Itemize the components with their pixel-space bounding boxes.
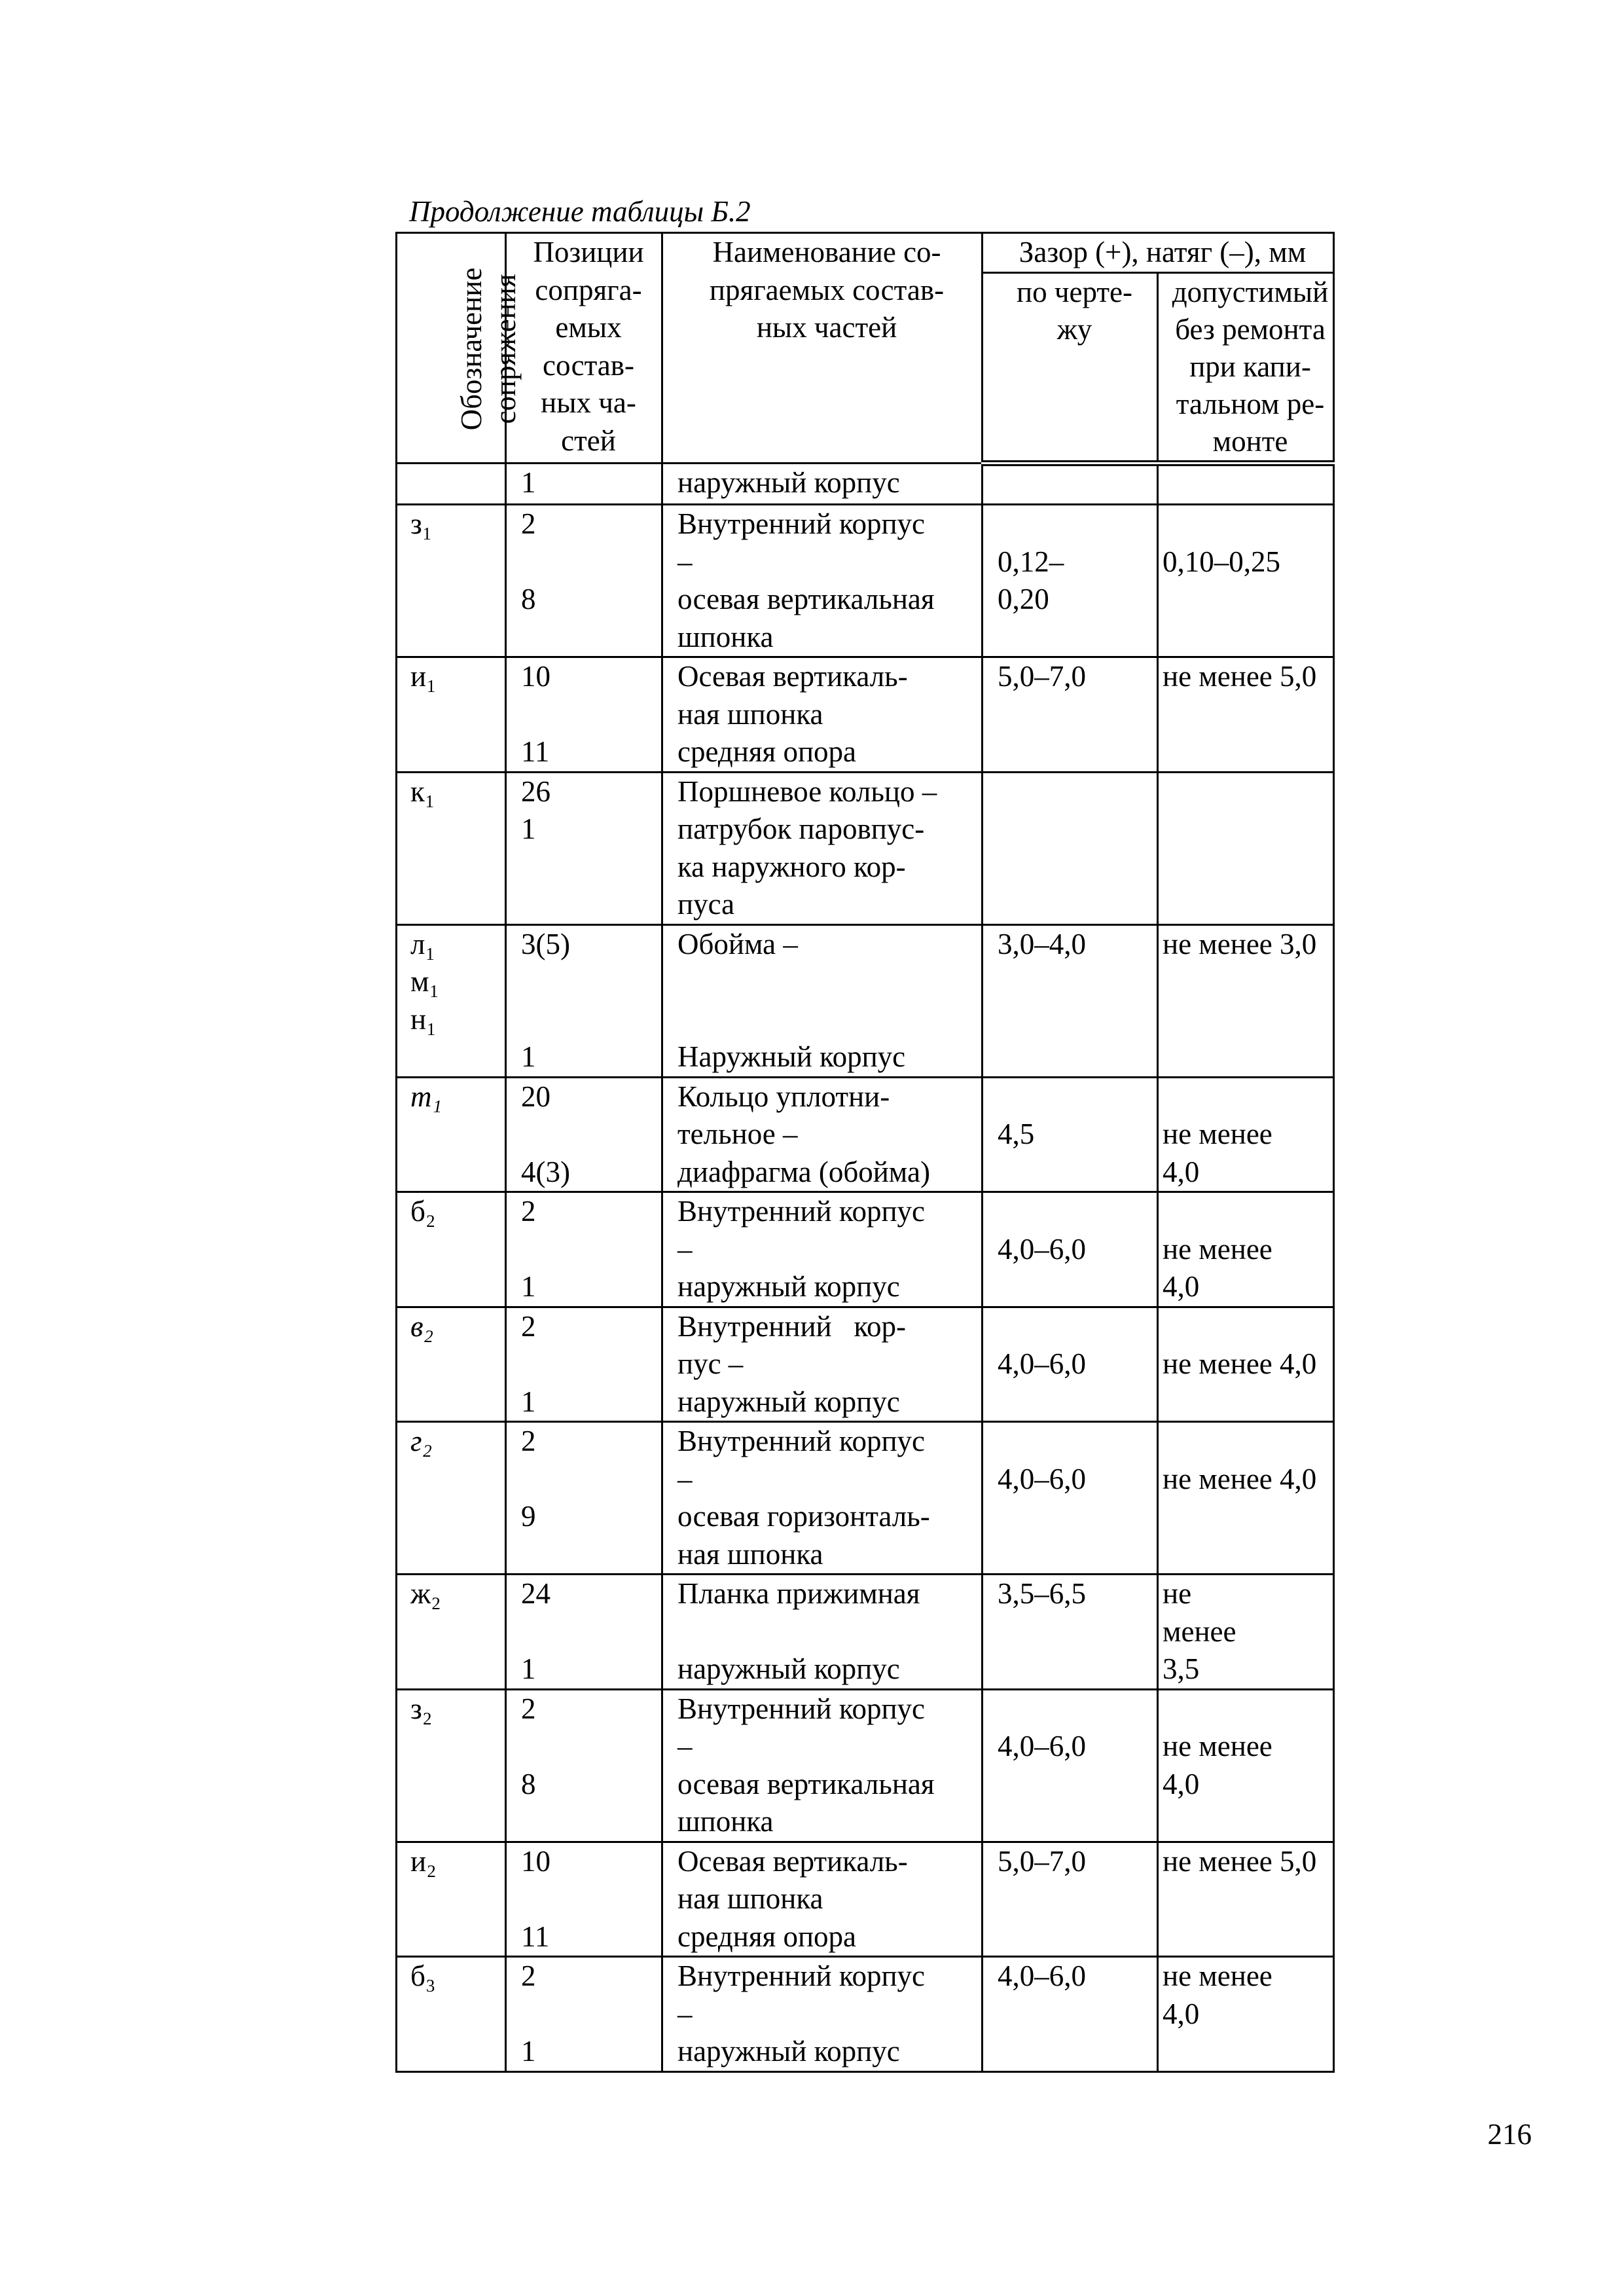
designation-cell-line: г₂	[410, 1425, 433, 1457]
name-cell-line: наружный корпус	[677, 2035, 900, 2068]
header-line: сопряга-	[535, 273, 642, 306]
name-cell-line: Наружный корпус	[677, 1040, 906, 1073]
designation-cell-line: к₁	[410, 774, 435, 808]
header-line: тальном ре-	[1176, 387, 1325, 420]
positions-cell-line	[521, 1728, 661, 1766]
allowed-cell-line	[1163, 1690, 1333, 1728]
designation-cell-line: н₁	[410, 1002, 437, 1036]
header-line: при капи-	[1189, 350, 1311, 383]
positions-cell-line: 2	[521, 1309, 536, 1343]
positions-cell-line	[521, 1803, 661, 1841]
positions-cell-line	[521, 1116, 661, 1154]
name-cell-line: Внутренний корпус	[677, 1692, 925, 1725]
positions-cell-line	[521, 963, 661, 1001]
positions-cell	[506, 1422, 662, 1575]
positions-cell-line: 4(3)	[521, 1155, 570, 1188]
positions-cell-line: 1	[521, 465, 536, 499]
designation-cell	[397, 657, 506, 773]
positions-cell-line: 10	[521, 1844, 550, 1878]
positions-cell-line	[521, 619, 661, 657]
header-line: Наименование со-	[712, 236, 941, 268]
allowed-cell	[1158, 1842, 1334, 1957]
positions-cell	[506, 657, 662, 773]
positions-cell-line: 3(5)	[521, 927, 570, 960]
name-cell-line: шпонка	[677, 1805, 774, 1838]
header-line: по черте-	[1017, 275, 1132, 308]
name-cell	[662, 1077, 983, 1192]
positions-cell-line	[521, 1880, 661, 1918]
allowed-cell	[1158, 1192, 1334, 1307]
allowed-cell-line: 4,0	[1163, 1270, 1200, 1303]
by-drawing-cell-line	[998, 773, 1157, 811]
positions-cell-line	[521, 1461, 661, 1499]
positions-cell-line: 1	[521, 1040, 536, 1073]
by-drawing-cell	[983, 924, 1158, 1077]
allowed-cell-line	[1163, 1308, 1333, 1346]
positions-cell	[506, 505, 662, 657]
by-drawing-cell	[983, 1842, 1158, 1957]
table-row	[397, 505, 1334, 657]
allowed-cell	[1158, 924, 1334, 1077]
positions-cell-line	[521, 1231, 661, 1269]
header-line: без ремонта	[1175, 312, 1326, 346]
name-cell-line: Внутренний корпус	[677, 507, 925, 540]
positions-cell-line	[521, 696, 661, 734]
designation-cell	[397, 1307, 506, 1422]
designation-cell	[397, 463, 506, 505]
allowed-cell	[1158, 657, 1334, 773]
positions-cell-line	[521, 543, 661, 581]
allowed-cell-line	[1163, 1193, 1333, 1231]
table-row	[397, 1307, 1334, 1422]
allowed-cell-line: не менее	[1163, 1959, 1272, 1992]
name-cell	[662, 1575, 983, 1690]
allowed-cell-line: не	[1163, 1577, 1192, 1610]
table-row	[397, 1077, 1334, 1192]
header-line: жу	[1056, 313, 1092, 346]
allowed-cell-line: не менее	[1163, 1118, 1272, 1150]
by-drawing-cell-line	[998, 1423, 1157, 1461]
name-cell-line: Планка прижимная	[677, 1577, 920, 1610]
name-cell-line: –	[677, 1232, 693, 1266]
allowed-cell-line	[1163, 505, 1333, 543]
by-drawing-cell	[983, 1957, 1158, 2072]
header-line: ных ча-	[541, 386, 636, 419]
allowed-cell-line	[1163, 466, 1333, 504]
name-cell-line: наружный корпус	[677, 1385, 900, 1418]
allowed-cell	[1158, 1575, 1334, 1690]
by-drawing-cell-line: 4,0–6,0	[998, 1462, 1086, 1495]
designation-cell-line: б₂	[410, 1195, 436, 1228]
positions-cell	[506, 1077, 662, 1192]
designation-cell-line: л₁	[410, 927, 436, 960]
by-drawing-cell-line: 3,0–4,0	[998, 927, 1086, 960]
name-cell-line: наружный корпус	[677, 1652, 900, 1685]
by-drawing-cell	[983, 1689, 1158, 1842]
allowed-cell-line: не менее 4,0	[1163, 1347, 1317, 1380]
mating-table	[395, 232, 1335, 2073]
name-cell	[662, 924, 983, 1077]
name-cell-line	[677, 1613, 981, 1651]
name-cell	[662, 1957, 983, 2072]
positions-cell-line: 1	[521, 1270, 536, 1303]
name-cell-line: тельное –	[677, 1118, 798, 1150]
name-cell-line: –	[677, 1997, 693, 2030]
allowed-cell-line: 3,5	[1163, 1652, 1200, 1685]
header-line: допустимый	[1172, 275, 1329, 308]
designation-cell-line: ж₂	[410, 1577, 441, 1610]
by-drawing-cell	[983, 505, 1158, 657]
allowed-cell	[1158, 1422, 1334, 1575]
positions-cell-line: 9	[521, 1500, 536, 1533]
header-line: Обозначение	[455, 267, 488, 431]
positions-cell	[506, 1957, 662, 2072]
designation-cell	[397, 505, 506, 657]
by-drawing-cell-line: 4,0–6,0	[998, 1232, 1086, 1266]
by-drawing-cell-line	[998, 1193, 1157, 1231]
name-cell-line: осевая вертикальная	[677, 1767, 935, 1800]
designation-cell-line: и₂	[410, 1844, 437, 1878]
positions-cell-line: 1	[521, 1652, 536, 1685]
positions-cell-line: 2	[521, 1425, 536, 1457]
positions-cell	[506, 1689, 662, 1842]
table-row	[397, 1575, 1334, 1690]
name-cell	[662, 1689, 983, 1842]
allowed-cell-line: менее	[1163, 1614, 1236, 1648]
name-cell-line: Осевая вертикаль-	[677, 660, 908, 693]
table-row	[397, 657, 1334, 773]
name-cell-line: –	[677, 1462, 693, 1495]
name-cell-line: осевая горизонталь-	[677, 1500, 930, 1533]
by-drawing-cell-line: 5,0–7,0	[998, 1844, 1086, 1878]
by-drawing-cell-line: 4,0–6,0	[998, 1347, 1086, 1380]
by-drawing-cell-line: 4,0–6,0	[998, 1959, 1086, 1992]
allowed-cell-line: не менее 4,0	[1163, 1462, 1317, 1495]
header-line: стей	[561, 424, 616, 457]
header-positions	[506, 233, 662, 464]
positions-cell-line: 20	[521, 1080, 550, 1113]
name-cell	[662, 657, 983, 773]
positions-cell-line: 11	[521, 735, 550, 768]
positions-cell	[506, 1192, 662, 1307]
header-by-drawing	[983, 272, 1158, 463]
allowed-cell-line: не менее	[1163, 1232, 1272, 1266]
name-cell-line: Осевая вертикаль-	[677, 1844, 908, 1878]
designation-cell-line: т₁	[410, 1080, 442, 1113]
name-cell-line	[677, 963, 981, 1001]
allowed-cell-line: 4,0	[1163, 1155, 1200, 1188]
positions-cell-line: 2	[521, 1195, 536, 1228]
positions-cell-line: 8	[521, 1767, 536, 1800]
name-cell-line: ная шпонка	[677, 1882, 823, 1915]
header-allowed	[1158, 272, 1334, 463]
allowed-cell	[1158, 772, 1334, 924]
by-drawing-cell-line: 0,12–	[998, 545, 1064, 578]
designation-cell-line: з₁	[410, 507, 433, 540]
designation-cell	[397, 1422, 506, 1575]
positions-cell-line: 8	[521, 583, 536, 615]
table-row	[397, 924, 1334, 1077]
by-drawing-cell	[983, 772, 1158, 924]
allowed-cell-line: не менее	[1163, 1730, 1272, 1762]
allowed-cell-line: 4,0	[1163, 1997, 1200, 2030]
positions-cell-line	[521, 1995, 661, 2033]
positions-cell-line: 2	[521, 1959, 536, 1992]
designation-cell	[397, 1842, 506, 1957]
by-drawing-cell	[983, 1422, 1158, 1575]
header-row-1	[397, 233, 1334, 273]
name-cell-line: наружный корпус	[677, 1270, 900, 1303]
name-cell	[662, 463, 983, 505]
header-line: ных частей	[756, 311, 897, 344]
by-drawing-cell-line	[998, 1690, 1157, 1728]
name-cell-line: Внутренний корпус	[677, 1425, 925, 1457]
allowed-cell-line: не менее 3,0	[1163, 927, 1317, 960]
by-drawing-cell	[983, 463, 1158, 505]
name-cell	[662, 1422, 983, 1575]
table-caption: Продолжение таблицы Б.2	[409, 195, 751, 228]
allowed-cell-line	[1163, 1078, 1333, 1116]
header-line: сопряжения	[489, 274, 522, 424]
header-line: монте	[1212, 424, 1288, 458]
designation-cell	[397, 1957, 506, 2072]
name-cell-line: Внутренний корпус	[677, 1195, 925, 1228]
by-drawing-cell-line	[998, 466, 1157, 504]
positions-cell-line: 1	[521, 1385, 536, 1418]
by-drawing-cell	[983, 1077, 1158, 1192]
header-designation	[397, 233, 522, 464]
designation-cell-line	[410, 464, 505, 502]
header-line: Позиции	[533, 236, 644, 268]
header-line: прягаемых состав-	[709, 273, 945, 306]
name-cell-line: ная шпонка	[677, 697, 823, 731]
table-row	[397, 1422, 1334, 1575]
by-drawing-cell	[983, 1192, 1158, 1307]
header-name	[662, 233, 983, 464]
allowed-cell-line: 4,0	[1163, 1767, 1200, 1800]
name-cell	[662, 1192, 983, 1307]
allowed-cell	[1158, 463, 1334, 505]
by-drawing-cell	[983, 657, 1158, 773]
by-drawing-cell-line: 3,5–6,5	[998, 1577, 1086, 1610]
table-row	[397, 772, 1334, 924]
designation-cell	[397, 1689, 506, 1842]
name-cell-line: осевая вертикальная	[677, 583, 935, 615]
allowed-cell-line: не менее 5,0	[1163, 1844, 1317, 1878]
designation-cell	[397, 1575, 506, 1690]
positions-cell	[506, 1307, 662, 1422]
name-cell-line: наружный корпус	[677, 465, 900, 499]
designation-cell	[397, 772, 506, 924]
header-line: состав-	[543, 348, 634, 382]
designation-cell	[397, 924, 506, 1077]
designation-cell-line: б₃	[410, 1959, 436, 1992]
positions-cell-line	[521, 1613, 661, 1651]
name-cell-line: Внутренний кор-	[677, 1309, 906, 1343]
by-drawing-cell	[983, 1575, 1158, 1690]
allowed-cell	[1158, 505, 1334, 657]
by-drawing-cell-line: 4,0–6,0	[998, 1730, 1086, 1762]
positions-cell-line: 26	[521, 774, 550, 808]
allowed-cell-line: 0,10–0,25	[1163, 545, 1280, 578]
designation-cell-line: з₂	[410, 1692, 433, 1725]
page-number: 216	[1487, 2118, 1532, 2151]
by-drawing-cell	[983, 1307, 1158, 1422]
name-cell-line: Поршневое кольцо –	[677, 774, 937, 808]
by-drawing-cell-line: 4,5	[998, 1118, 1035, 1150]
name-cell-line: шпонка	[677, 620, 774, 653]
allowed-cell-line	[1163, 773, 1333, 811]
name-cell-line: ная шпонка	[677, 1537, 823, 1571]
name-cell-line: патрубок паровпус-	[677, 812, 925, 845]
name-cell-line: Обойма –	[677, 927, 798, 960]
name-cell-line: ка наружного кор-	[677, 850, 906, 883]
name-cell-line	[677, 1001, 981, 1039]
allowed-cell	[1158, 1307, 1334, 1422]
name-cell	[662, 505, 983, 657]
positions-cell-line: 1	[521, 812, 536, 845]
positions-cell-line	[521, 1536, 661, 1574]
name-cell	[662, 1307, 983, 1422]
designation-cell-line: и₁	[410, 660, 437, 693]
positions-cell	[506, 1575, 662, 1690]
allowed-cell-line: не менее 5,0	[1163, 660, 1317, 693]
name-cell-line: диафрагма (обойма)	[677, 1155, 930, 1188]
table-row	[397, 1842, 1334, 1957]
header-gap-group: Зазор (+), натяг (–), мм	[983, 233, 1334, 273]
name-cell-line: Внутренний корпус	[677, 1959, 925, 1992]
by-drawing-cell-line: 5,0–7,0	[998, 660, 1086, 693]
header-line: емых	[555, 311, 622, 344]
by-drawing-cell-line: 0,20	[998, 583, 1049, 615]
designation-cell	[397, 1077, 506, 1192]
table-row	[397, 463, 1334, 505]
positions-cell-line: 10	[521, 660, 550, 693]
positions-cell-line	[521, 1345, 661, 1383]
positions-cell	[506, 463, 662, 505]
designation-cell-line: в₂	[410, 1309, 434, 1343]
name-cell	[662, 1842, 983, 1957]
name-cell-line: пуса	[677, 888, 735, 920]
by-drawing-cell-line	[998, 1078, 1157, 1116]
positions-cell	[506, 772, 662, 924]
name-cell	[662, 772, 983, 924]
by-drawing-cell-line	[998, 505, 1157, 543]
positions-cell-line: 1	[521, 2035, 536, 2068]
allowed-cell	[1158, 1689, 1334, 1842]
name-cell-line: пус –	[677, 1347, 744, 1380]
positions-cell-line: 24	[521, 1577, 550, 1610]
table-row	[397, 1689, 1334, 1842]
name-cell-line: –	[677, 545, 693, 578]
positions-cell	[506, 1842, 662, 1957]
name-cell-line: средняя опора	[677, 735, 857, 768]
name-cell-line: средняя опора	[677, 1920, 857, 1953]
table-row	[397, 1957, 1334, 2072]
allowed-cell	[1158, 1957, 1334, 2072]
name-cell-line: –	[677, 1730, 693, 1762]
by-drawing-cell-line	[998, 1308, 1157, 1346]
table-row	[397, 1192, 1334, 1307]
positions-cell	[506, 924, 662, 1077]
positions-cell-line: 2	[521, 507, 536, 540]
allowed-cell	[1158, 1077, 1334, 1192]
positions-cell-line	[521, 1001, 661, 1039]
allowed-cell-line	[1163, 1423, 1333, 1461]
positions-cell-line: 2	[521, 1692, 536, 1725]
positions-cell-line: 11	[521, 1920, 550, 1953]
name-cell-line: Кольцо уплотни-	[677, 1080, 890, 1113]
designation-cell	[397, 1192, 506, 1307]
designation-cell-line: м₁	[410, 965, 440, 998]
